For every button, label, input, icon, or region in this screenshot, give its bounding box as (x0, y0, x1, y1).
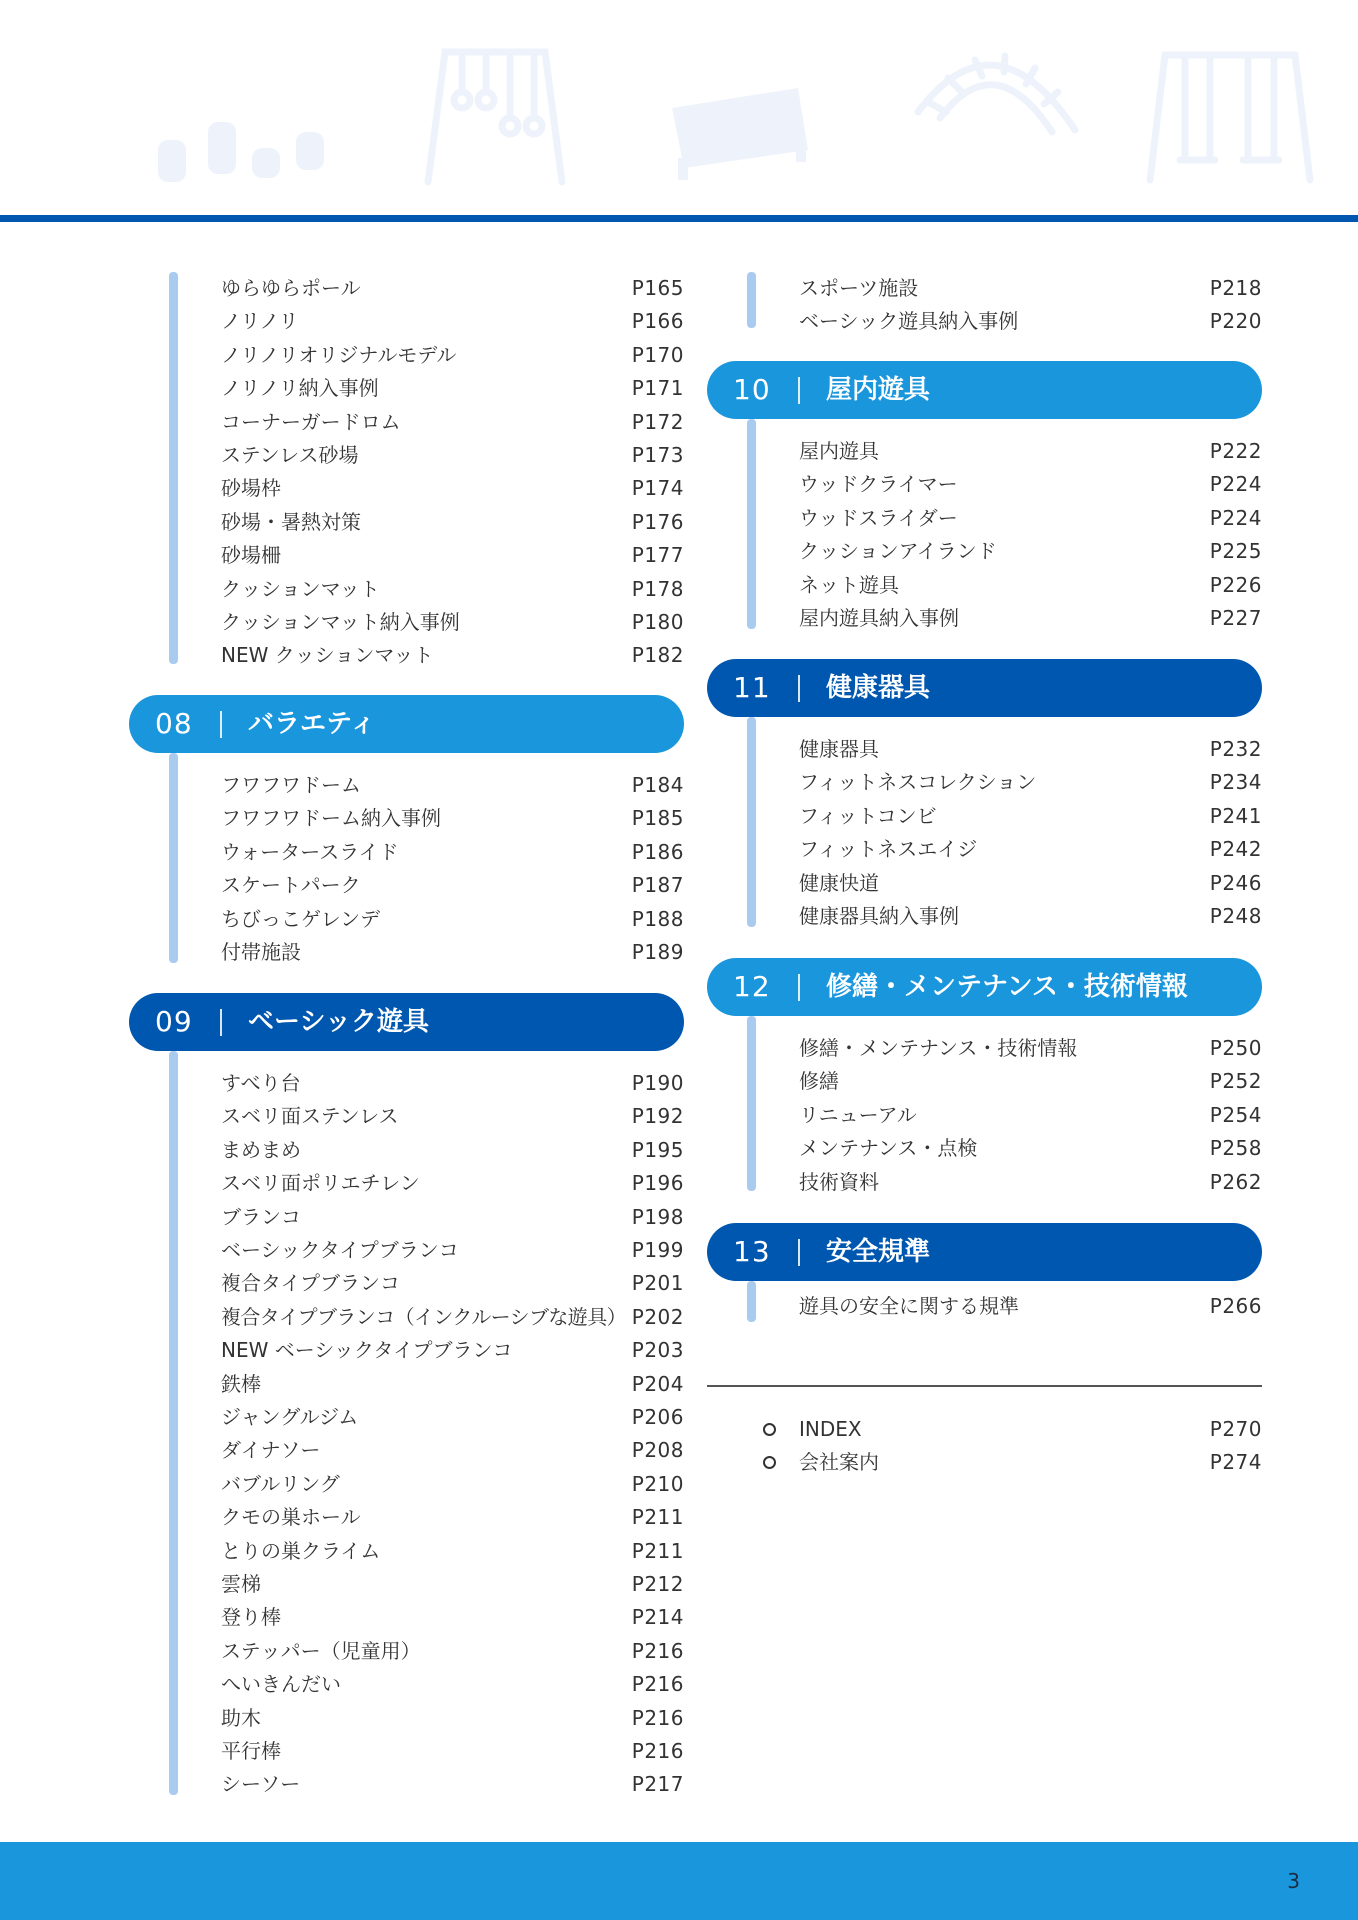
entry-page: P248 (1209, 904, 1262, 928)
entry-label: ちびっこゲレンデ (221, 906, 381, 931)
entry-label: ノリノリオリジナルモデル (221, 342, 457, 367)
entry-page: P170 (631, 342, 684, 367)
section-bar (747, 272, 756, 328)
entry-label: 健康器具納入事例 (799, 904, 959, 928)
entry-label: 健康快道 (799, 870, 879, 895)
entry-page: P208 (631, 1438, 684, 1463)
entry-page: P241 (1209, 803, 1262, 828)
section-heading-08[interactable] (129, 695, 684, 753)
toc-entry[interactable] (799, 1032, 1262, 1065)
heading-divider (798, 377, 800, 404)
entry-page: P196 (631, 1171, 684, 1196)
entry-label: スポーツ施設 (799, 276, 919, 300)
entry-page: P266 (1209, 1294, 1262, 1318)
toc-entry[interactable] (221, 339, 684, 372)
entry-label: スベリ面ステンレス (221, 1104, 399, 1129)
section-title: 安全規準 (826, 1237, 931, 1267)
entry-label: ウッドスライダー (799, 505, 958, 530)
entry-label: スケートパーク (221, 873, 361, 898)
header-rule (0, 215, 1358, 222)
entry-page: P172 (631, 409, 684, 434)
toc-entry[interactable] (799, 468, 1262, 501)
toc-group-continued (707, 272, 1262, 334)
section-title: ベーシック遊具 (248, 1007, 429, 1037)
entry-label: リニューアル (799, 1102, 917, 1127)
entry-label: 健康器具 (799, 737, 879, 761)
toc-entry[interactable] (221, 1368, 684, 1401)
entry-page: P210 (631, 1471, 684, 1496)
section-number: 08 (155, 707, 193, 740)
toc-entry[interactable] (799, 1065, 1262, 1098)
stump-icon (252, 148, 280, 178)
entry-label: フィットネスエイジ (799, 837, 978, 862)
section-divider (707, 1385, 1262, 1387)
entry-label: フワフワドーム納入事例 (221, 806, 441, 831)
entry-page: P211 (631, 1538, 684, 1563)
toc-entry[interactable] (221, 836, 684, 869)
entry-page: P204 (631, 1371, 684, 1396)
toc-entry[interactable] (799, 272, 1262, 305)
toc-entry[interactable] (799, 602, 1262, 635)
entry-page: P178 (631, 576, 684, 601)
section-number: 11 (733, 671, 771, 704)
entry-page: P173 (631, 443, 684, 467)
entry-page: P190 (631, 1071, 684, 1095)
toc-entry[interactable] (221, 1301, 684, 1334)
toc-entry[interactable] (221, 539, 684, 572)
entry-label: フィットコンビ (799, 803, 937, 828)
toc-entry[interactable] (221, 1768, 684, 1801)
entry-page: P270 (1209, 1417, 1262, 1441)
toc-group-10 (707, 419, 1262, 629)
entry-label: クッションマット納入事例 (221, 610, 460, 634)
entry-label: ゆらゆらポール (221, 276, 361, 300)
entry-label: INDEX (799, 1417, 862, 1441)
section-title: バラエティ (248, 709, 376, 739)
entry-page: P246 (1209, 870, 1262, 895)
toc-entry-index[interactable] (707, 1413, 1262, 1446)
toc-entry[interactable] (799, 569, 1262, 602)
entry-page: P224 (1209, 505, 1262, 530)
entry-label: 登り棒 (221, 1605, 281, 1630)
entry-label: ベーシック遊具納入事例 (799, 309, 1019, 334)
toc-group-13 (707, 1281, 1262, 1322)
toc-group-continued (129, 272, 684, 668)
entry-label: 砂場・暑熱対策 (221, 509, 361, 534)
swing-icon (1150, 55, 1310, 180)
entry-label: 砂場柵 (221, 543, 281, 568)
entry-page: P198 (631, 1204, 684, 1229)
entry-label: まめまめ (221, 1137, 301, 1162)
entry-page: P254 (1209, 1102, 1262, 1127)
section-number: 10 (733, 373, 771, 406)
entry-label: コーナーガードロム (221, 409, 401, 434)
toc-entry[interactable] (221, 1501, 684, 1534)
entry-page: P250 (1209, 1036, 1262, 1060)
entry-label: クッションマット (221, 576, 380, 601)
section-heading-10[interactable] (707, 361, 1262, 419)
section-bar (169, 1051, 178, 1795)
entry-label: ウッドクライマー (799, 472, 958, 497)
entry-page: P180 (631, 610, 684, 634)
entry-label: 屋内遊具 (799, 439, 879, 463)
entry-label: 付帯施設 (221, 940, 301, 964)
entry-page: P216 (631, 1739, 684, 1763)
toc-entry[interactable] (221, 1434, 684, 1467)
heading-divider (798, 675, 800, 702)
section-number: 09 (155, 1005, 193, 1038)
toc-entry-company[interactable] (707, 1446, 1262, 1479)
playground-illustration (0, 0, 1358, 215)
entry-label: すべり台 (221, 1071, 301, 1095)
entry-page: P220 (1209, 309, 1262, 334)
entry-label: ノリノリ納入事例 (221, 376, 379, 401)
entry-page: P232 (1209, 737, 1262, 761)
climbing-arch-icon (918, 56, 1075, 132)
toc-entry[interactable] (221, 1100, 684, 1133)
entry-page: P171 (631, 376, 684, 401)
entry-label: スベリ面ポリエチレン (221, 1171, 420, 1196)
entry-label: ステンレス砂場 (221, 443, 359, 467)
entry-label: クッションアイランド (799, 539, 997, 564)
entry-label: 複合タイプブランコ（インクルーシブな遊具） (221, 1304, 626, 1329)
heading-divider (798, 974, 800, 1001)
section-bar (747, 1281, 756, 1322)
circle-bullet-icon (763, 1423, 776, 1436)
entry-page: P195 (631, 1137, 684, 1162)
entry-page: P203 (631, 1338, 684, 1363)
entry-label: 雲梯 (221, 1572, 261, 1596)
toc-entry[interactable] (799, 1166, 1262, 1199)
section-title: 屋内遊具 (826, 375, 931, 405)
toc-entry[interactable] (799, 900, 1262, 933)
toc-entry[interactable] (221, 1334, 684, 1367)
entry-page: P216 (631, 1638, 684, 1663)
toc-entry[interactable] (221, 573, 684, 606)
page-number: 3 (1287, 1869, 1300, 1893)
toc-entry[interactable] (221, 802, 684, 835)
entry-page: P216 (631, 1672, 684, 1697)
section-bar (169, 753, 178, 963)
entry-page: P166 (631, 309, 684, 334)
toc-entry[interactable] (221, 406, 684, 439)
footer-band (0, 1842, 1358, 1920)
section-number: 13 (733, 1235, 771, 1268)
entry-page: P174 (631, 476, 684, 501)
section-heading-13[interactable] (707, 1223, 1262, 1281)
entry-page: P234 (1209, 770, 1262, 795)
toc-entry[interactable] (221, 1635, 684, 1668)
toc-entry[interactable] (221, 372, 684, 405)
entry-page: P218 (1209, 276, 1262, 300)
entry-page: P188 (631, 906, 684, 931)
entry-page: P202 (631, 1304, 684, 1329)
section-heading-09[interactable] (129, 993, 684, 1051)
entry-label: 屋内遊具納入事例 (799, 606, 959, 630)
entry-page: P185 (631, 806, 684, 831)
section-bar (747, 419, 756, 629)
entry-label: フィットネスコレクション (799, 770, 1037, 795)
entry-label: NEW ベーシックタイプブランコ (221, 1338, 513, 1363)
entry-page: P262 (1209, 1169, 1262, 1194)
heading-divider (220, 1009, 222, 1036)
toc-entry[interactable] (221, 1668, 684, 1701)
entry-page: P182 (631, 643, 684, 668)
toc-entry[interactable] (221, 506, 684, 539)
entry-page: P186 (631, 839, 684, 864)
toc-entry[interactable] (221, 305, 684, 338)
toc-entry[interactable] (221, 639, 684, 672)
toc-entry[interactable] (799, 535, 1262, 568)
entry-label: メンテナンス・点検 (799, 1136, 978, 1161)
section-number: 12 (733, 970, 771, 1003)
toc-entry[interactable] (221, 1267, 684, 1300)
circle-bullet-icon (763, 1456, 776, 1469)
entry-label: 鉄棒 (221, 1371, 261, 1396)
entry-page: P212 (631, 1572, 684, 1596)
entry-page: P201 (631, 1271, 684, 1296)
toc-entry[interactable] (221, 1067, 684, 1100)
entry-page: P226 (1209, 572, 1262, 597)
entry-label: ジャングルジム (221, 1405, 359, 1429)
stump-icon (208, 122, 236, 174)
entry-label: ネット遊具 (799, 572, 899, 597)
toc-entry[interactable] (221, 1468, 684, 1501)
stump-icon (296, 132, 324, 170)
toc-entry[interactable] (799, 733, 1262, 766)
entry-label: 技術資料 (799, 1169, 879, 1194)
entry-page: P189 (631, 940, 684, 964)
section-bar (747, 1016, 756, 1191)
toc-entry[interactable] (799, 1132, 1262, 1165)
entry-page: P165 (631, 276, 684, 300)
entry-page: P184 (631, 773, 684, 797)
toc-entry[interactable] (221, 606, 684, 639)
entry-page: P211 (631, 1505, 684, 1530)
toc-entry[interactable] (221, 1735, 684, 1768)
entry-label: へいきんだい (221, 1672, 341, 1697)
toc-group-09 (129, 1051, 684, 1795)
entry-page: P222 (1209, 439, 1262, 463)
section-title: 健康器具 (826, 673, 931, 703)
toc-entry[interactable] (221, 1535, 684, 1568)
entry-label: シーソー (221, 1772, 301, 1797)
stump-icon (158, 140, 186, 182)
toc-entry[interactable] (221, 1234, 684, 1267)
entry-page: P242 (1209, 837, 1262, 862)
toc-entry[interactable] (799, 435, 1262, 468)
toc-group-08 (129, 753, 684, 963)
entry-page: P258 (1209, 1136, 1262, 1161)
entry-page: P216 (631, 1705, 684, 1730)
entry-label: とりの巣クライム (221, 1538, 381, 1563)
toc-entry[interactable] (221, 1201, 684, 1234)
entry-page: P214 (631, 1605, 684, 1630)
entry-label: 砂場枠 (221, 476, 281, 501)
toc-entry[interactable] (221, 1568, 684, 1601)
section-title: 修繕・メンテナンス・技術情報 (826, 972, 1188, 1002)
toc-entry[interactable] (221, 769, 684, 802)
toc-entry[interactable] (221, 903, 684, 936)
entry-page: P199 (631, 1238, 684, 1262)
toc-entry[interactable] (221, 1702, 684, 1735)
entry-label: 修繕 (799, 1069, 839, 1094)
toc-entry[interactable] (221, 472, 684, 505)
entry-page: P176 (631, 509, 684, 534)
toc-entry[interactable] (799, 800, 1262, 833)
toc-group-12 (707, 1016, 1262, 1194)
entry-label: 遊具の安全に関する規準 (799, 1294, 1019, 1318)
toc-entry[interactable] (799, 502, 1262, 535)
toc-entry[interactable] (799, 833, 1262, 866)
entry-page: P192 (631, 1104, 684, 1129)
entry-label: 修繕・メンテナンス・技術情報 (799, 1036, 1078, 1060)
section-heading-12[interactable] (707, 958, 1262, 1016)
toc-entry[interactable] (221, 439, 684, 472)
entry-page: P252 (1209, 1069, 1262, 1094)
entry-label: ウォータースライド (221, 839, 399, 864)
section-bar (747, 717, 756, 927)
toc-extras (707, 1413, 1262, 1483)
entry-label: ブランコ (221, 1204, 301, 1229)
entry-label: バブルリング (221, 1471, 340, 1496)
entry-page: P227 (1209, 606, 1262, 630)
entry-page: P274 (1209, 1450, 1262, 1475)
entry-label: 助木 (221, 1705, 261, 1730)
toc-entry[interactable] (221, 869, 684, 902)
entry-label: NEW クッションマット (221, 643, 434, 668)
toc-entry[interactable] (221, 272, 684, 305)
entry-page: P177 (631, 543, 684, 568)
entry-page: P224 (1209, 472, 1262, 497)
heading-divider (798, 1239, 800, 1266)
entry-label: ノリノリ (221, 309, 299, 334)
toc-group-11 (707, 717, 1262, 927)
section-bar (169, 272, 178, 664)
entry-label: 複合タイプブランコ (221, 1271, 400, 1296)
section-heading-11[interactable] (707, 659, 1262, 717)
entry-page: P225 (1209, 539, 1262, 564)
toc-entry[interactable] (221, 1401, 684, 1434)
entry-label: ダイナソー (221, 1438, 321, 1463)
entry-page: P206 (631, 1405, 684, 1429)
toc-entry[interactable] (221, 1134, 684, 1167)
entry-label: クモの巣ホール (221, 1505, 361, 1530)
entry-label: フワフワドーム (221, 773, 361, 797)
entry-label: 会社案内 (799, 1450, 879, 1475)
heading-divider (220, 711, 222, 738)
toc-entry[interactable] (799, 867, 1262, 900)
entry-label: ステッパー（児童用） (221, 1638, 421, 1663)
toc-entry[interactable] (799, 305, 1262, 338)
toc-entry[interactable] (799, 1099, 1262, 1132)
toc-entry[interactable] (799, 1290, 1262, 1323)
entry-label: ベーシックタイプブランコ (221, 1238, 459, 1262)
toc-entry[interactable] (221, 1167, 684, 1200)
entry-label: 平行棒 (221, 1739, 281, 1763)
bench-icon (672, 88, 808, 180)
entry-page: P187 (631, 873, 684, 898)
toc-entry[interactable] (221, 936, 684, 969)
entry-page: P217 (631, 1772, 684, 1797)
rings-swing-icon (428, 52, 562, 182)
toc-entry[interactable] (221, 1601, 684, 1634)
toc-entry[interactable] (799, 766, 1262, 799)
